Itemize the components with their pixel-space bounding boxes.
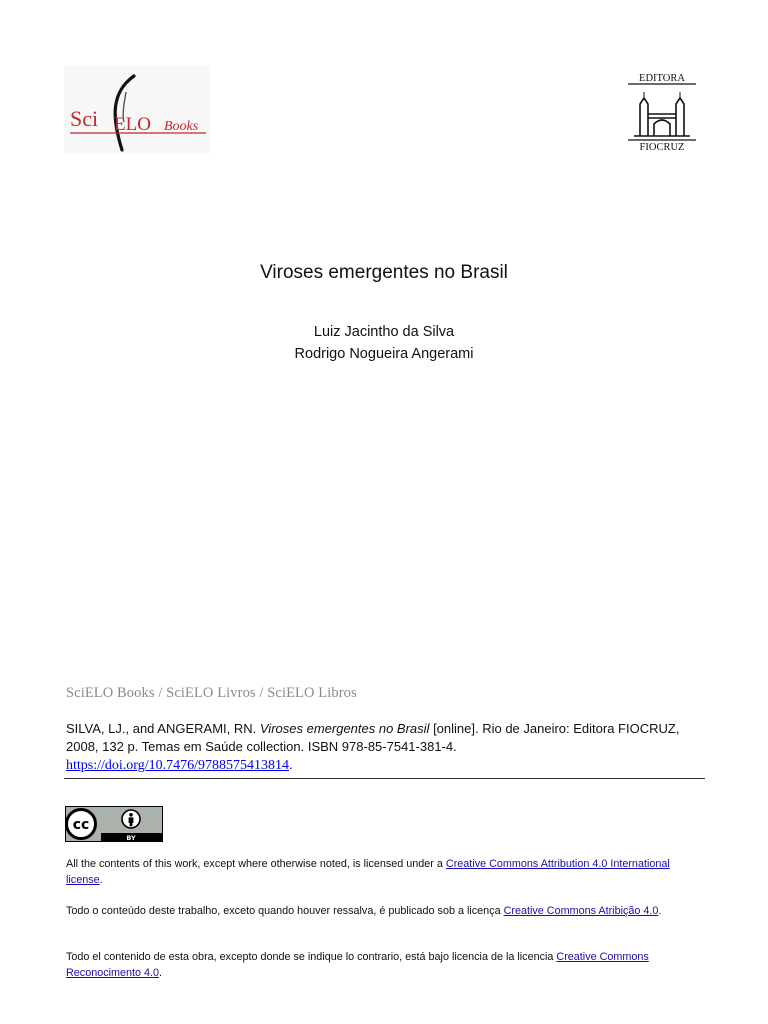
author-name: Luiz Jacintho da Silva xyxy=(313,324,455,340)
book-title: Viroses emergentes no Brasil xyxy=(260,262,508,283)
author-name: Rodrigo Nogueira Angerami xyxy=(294,346,474,362)
license-english-link[interactable]: Creative Commons Attribution 4.0 International license xyxy=(66,858,670,886)
editora-fiocruz-logo xyxy=(624,70,700,154)
cc-by-badge-graphic xyxy=(65,806,163,842)
scielo-logo-graphic xyxy=(64,66,210,154)
cc-by-badge[interactable] xyxy=(65,806,163,842)
editora-logo-graphic xyxy=(624,70,700,154)
scielo-logo-elo: ELO xyxy=(114,114,151,135)
license-portuguese xyxy=(66,904,706,920)
scielo-logo-sci: Sci xyxy=(70,106,99,131)
editora-logo-bottom: FIOCRUZ xyxy=(639,142,685,153)
citation-title: Viroses emergentes no Brasil xyxy=(259,721,430,736)
license-spanish-end: . xyxy=(159,966,163,979)
divider xyxy=(64,778,705,779)
editora-logo-top: EDITORA xyxy=(639,73,685,84)
citation-end: . xyxy=(288,757,293,772)
license-spanish xyxy=(66,950,706,981)
cc-label: cc xyxy=(72,817,90,833)
license-english-text: All the contents of this work, except where otherwise noted, is licensed under a xyxy=(66,858,446,870)
license-spanish-text: Todo el contenido de esta obra, excepto donde se indique lo contrario, está bajo licencia de la licencia xyxy=(66,951,557,963)
author-list xyxy=(0,321,768,365)
scielo-books-logo xyxy=(64,66,210,154)
license-spanish-link[interactable]: Creative Commons Reconocimento 4.0 xyxy=(66,951,649,979)
citation xyxy=(66,720,706,775)
license-english-end: . xyxy=(99,873,103,886)
by-label: BY xyxy=(126,834,136,842)
citation-suffix: [online]. Rio de Janeiro: Editora FIOCRUZ, 2008, 132 p. Temas em Saúde collection. ISBN 978-85-7541-381-4. xyxy=(66,721,680,754)
scielo-logo-books: Books xyxy=(164,119,199,134)
license-portuguese-text: Todo o conteúdo deste trabalho, exceto quando houver ressalva, é publicado sob a licença xyxy=(66,905,504,917)
license-english xyxy=(66,857,706,888)
person-icon xyxy=(122,810,140,828)
doi-link[interactable]: https://doi.org/10.7476/9788575413814 xyxy=(66,758,289,773)
license-portuguese-end: . xyxy=(658,905,662,917)
series-line: SciELO Books / SciELO Livros / SciELO Libros xyxy=(66,685,357,701)
citation-prefix: SILVA, LJ., and ANGERAMI, RN. xyxy=(66,721,260,736)
license-portuguese-link[interactable]: Creative Commons Atribição 4.0 xyxy=(503,905,659,917)
